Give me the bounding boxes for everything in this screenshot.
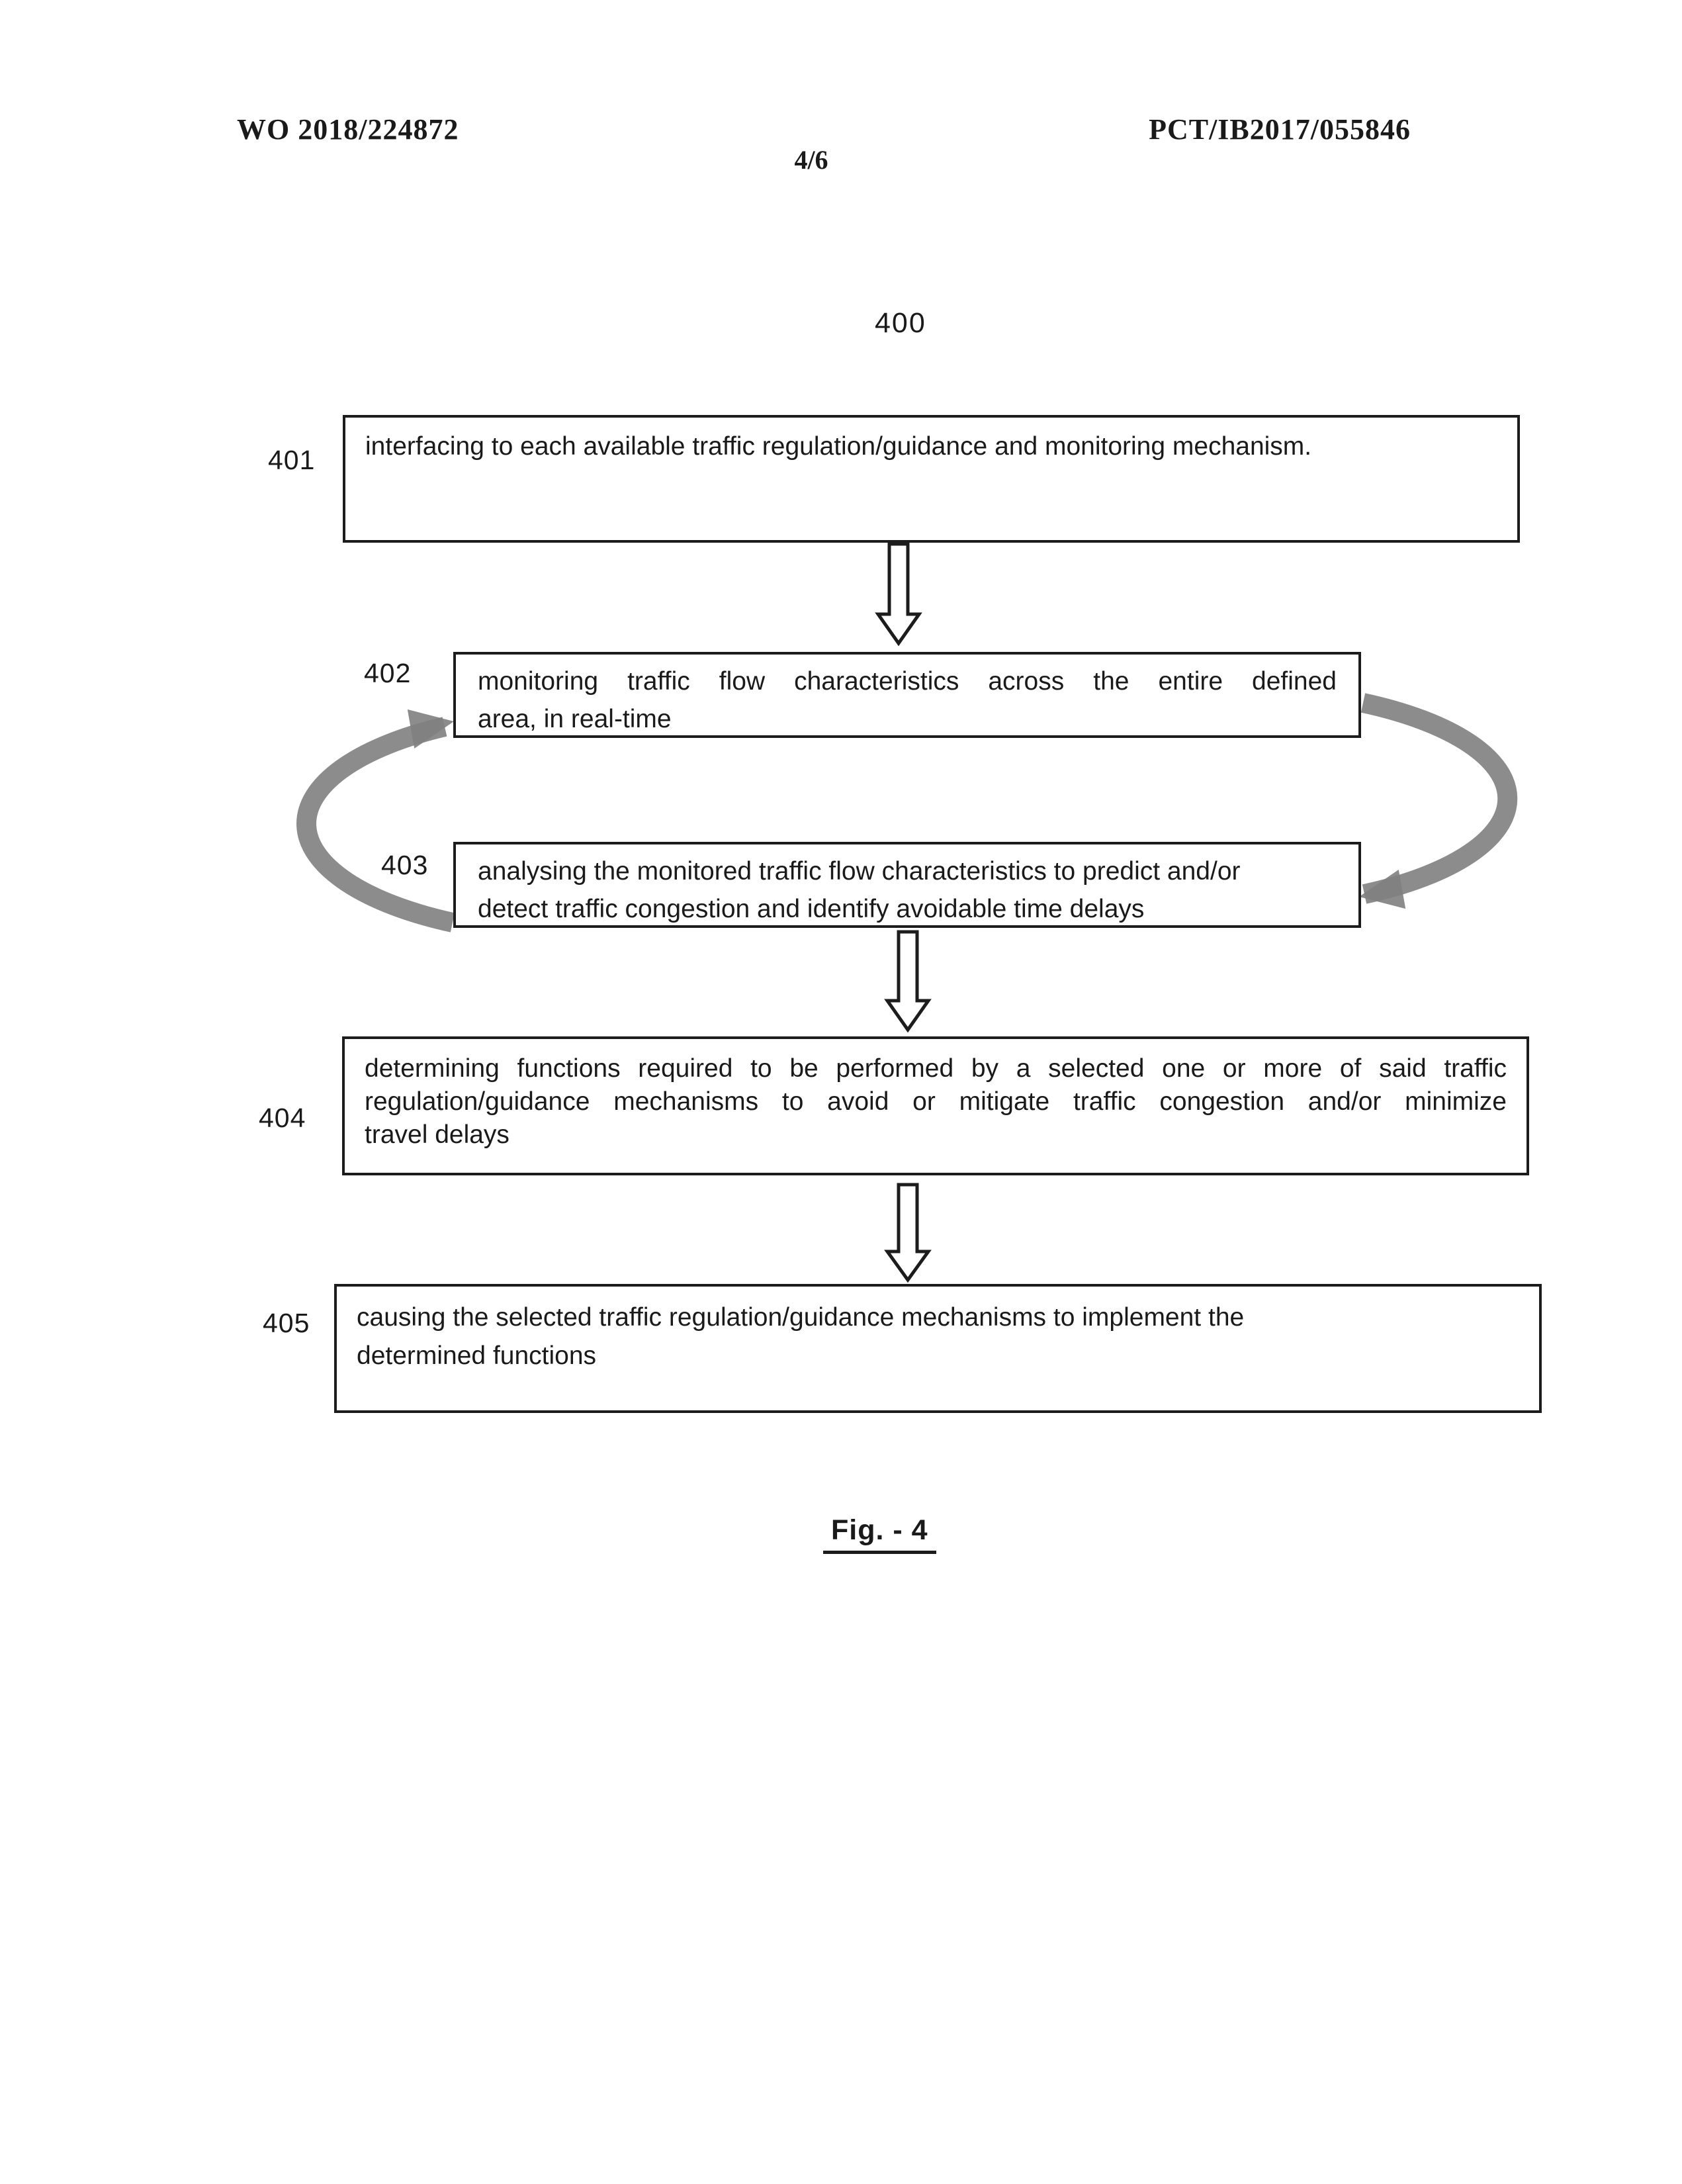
step-text-line: determined functions [357, 1342, 597, 1370]
loop-arrow-left-icon [306, 702, 457, 923]
step-text-line: interfacing to each available traffic regulation/guidance and monitoring mechanism. [365, 432, 1312, 461]
step-text-line: travel delays [365, 1120, 509, 1149]
step-box-405 [334, 1284, 1542, 1413]
step-label-405: 405 [263, 1308, 310, 1338]
step-text-line: determining functions required to be performed by a selected one or more of said traffic [365, 1054, 1507, 1083]
figure-reference-number: 400 [875, 307, 926, 339]
sheet-number: 4/6 [794, 145, 828, 175]
figure-caption: Fig. - 4 [823, 1514, 936, 1554]
step-label-402: 402 [364, 658, 412, 688]
step-text-line: detect traffic congestion and identify avoidable time delays [478, 895, 1145, 923]
down-arrow-icon [887, 1185, 928, 1280]
loop-arrow-right-icon [1356, 703, 1507, 917]
step-label-403: 403 [381, 850, 429, 880]
publication-number: WO 2018/224872 [237, 113, 459, 146]
step-text-line: regulation/guidance mechanisms to avoid or mitigate traffic congestion and/or minimize [365, 1087, 1507, 1116]
step-label-401: 401 [268, 445, 316, 475]
step-text-line: monitoring traffic flow characteristics across the entire defined [478, 667, 1337, 696]
step-text-line: analysing the monitored traffic flow characteristics to predict and/or [478, 857, 1241, 886]
step-text-line: area, in real-time [478, 705, 672, 733]
step-box-402 [453, 652, 1361, 738]
step-text-line: causing the selected traffic regulation/guidance mechanisms to implement the [357, 1303, 1245, 1332]
step-box-403 [453, 842, 1361, 928]
down-arrow-icon [887, 932, 928, 1030]
application-number: PCT/IB2017/055846 [1149, 113, 1411, 146]
step-box-404 [342, 1036, 1529, 1175]
step-box-401 [343, 415, 1520, 543]
step-label-404: 404 [259, 1103, 306, 1133]
down-arrow-icon [878, 544, 919, 643]
